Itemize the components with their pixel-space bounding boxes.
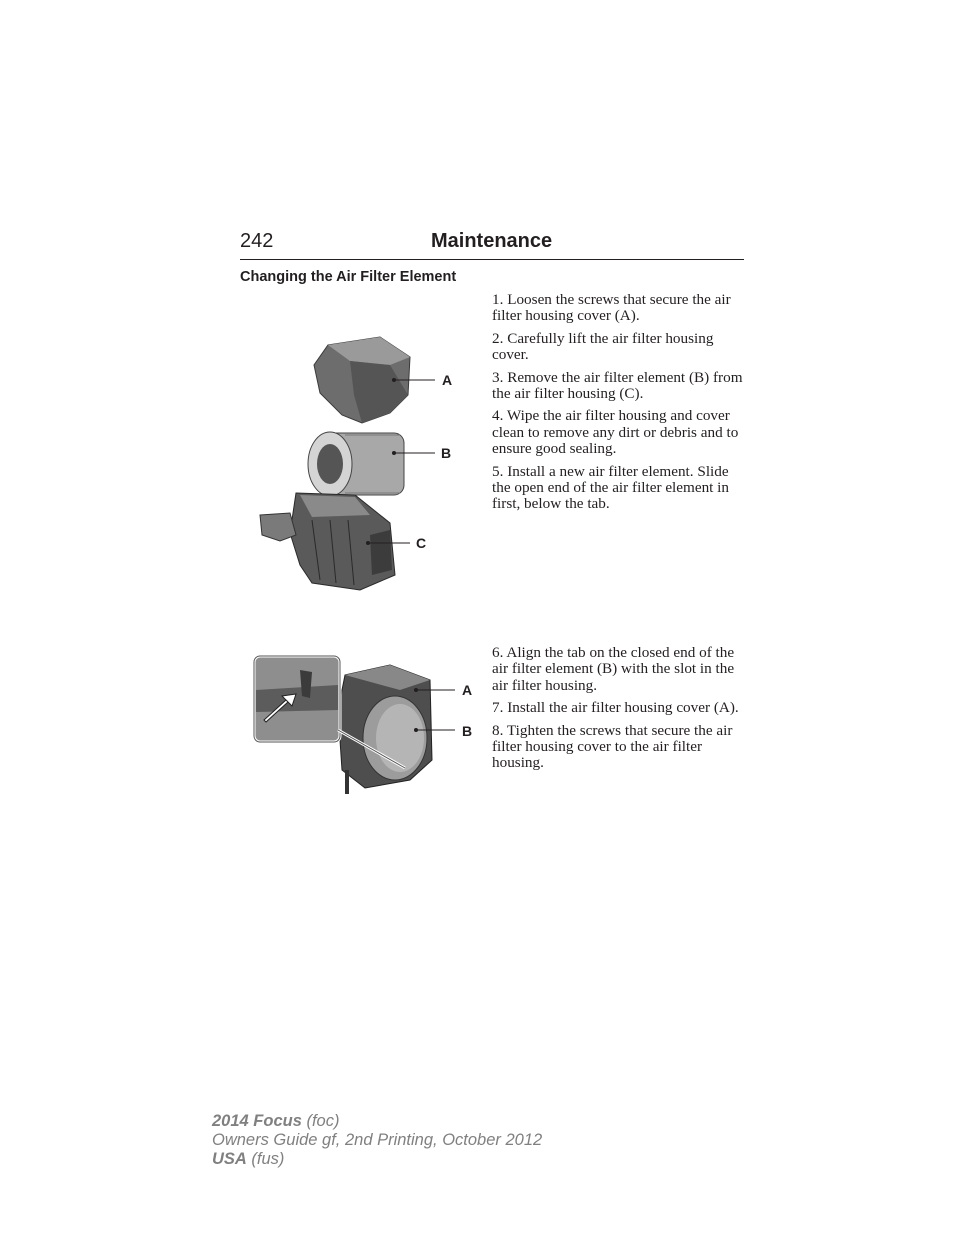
footer-market-code: (fus) (246, 1150, 285, 1168)
step-4: 4. Wipe the air filter housing and cover clean to remove any dirt or debris and to ensure good sealing. (492, 407, 739, 458)
footer-model: 2014 Focus (212, 1112, 302, 1130)
footer-model-code: (foc) (301, 1112, 340, 1130)
callout-a: A (462, 682, 473, 698)
callout-b: B (441, 445, 452, 461)
step-2: 2. Carefully lift the air filter housing cover. (492, 329, 714, 364)
page-header (240, 229, 744, 260)
section-heading: Changing the Air Filter Element (240, 269, 457, 285)
step-7: 7. Install the air filter housing cover (A). (492, 699, 739, 717)
document-footer (212, 1112, 542, 1169)
steps-list-1 (492, 292, 748, 519)
step-6: 6. Align the tab on the closed end of the air filter element (B) with the slot in the air filter housing. (492, 644, 735, 694)
step-1: 1. Loosen the screws that secure the air filter housing cover (A). (492, 291, 731, 325)
step-5: 5. Install a new air filter element. Slide the open end of the air filter element in first, below the tab. (492, 462, 730, 513)
callout-b: B (462, 723, 473, 739)
air-filter-housing (260, 493, 395, 590)
air-filter-element (308, 432, 404, 496)
footer-line-1 (212, 1112, 542, 1131)
footer-market: USA (212, 1150, 247, 1168)
footer-line-2: Owners Guide gf, 2nd Printing, October 2012 (212, 1131, 543, 1149)
step-8: 8. Tighten the screws that secure the air filter housing cover to the air filter housing. (492, 721, 733, 772)
page-number: 242 (240, 230, 274, 252)
footer-line-3 (212, 1150, 542, 1169)
step-3: 3. Remove the air filter element (B) from the air filter housing (C). (492, 368, 743, 403)
callout-c: C (416, 535, 427, 551)
steps-list-2 (492, 645, 748, 778)
air-filter-install-illustration (250, 650, 480, 800)
callout-a: A (442, 372, 453, 388)
air-filter-exploded-illustration (250, 335, 470, 593)
page-title: Maintenance (431, 230, 553, 252)
